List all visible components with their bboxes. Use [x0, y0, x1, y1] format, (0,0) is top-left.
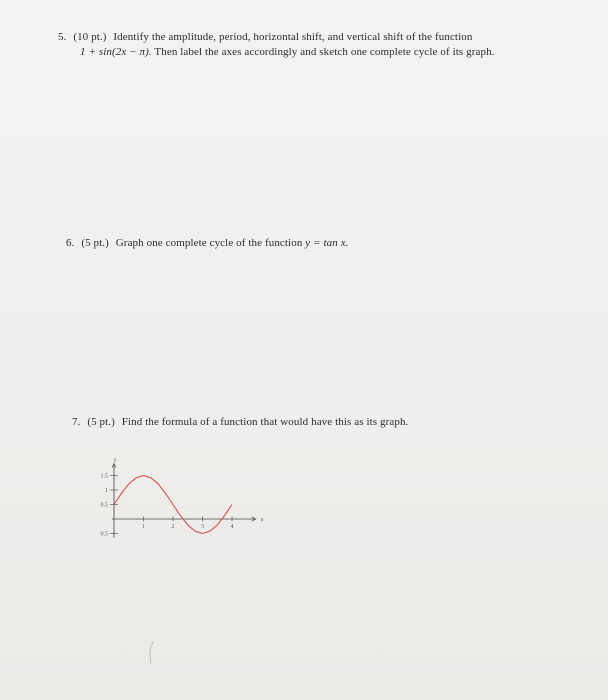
problem-5-text-b: Then label the axes accordingly and sketch one complete cycle of its graph.: [154, 46, 495, 58]
problem-7-graph: [88, 442, 268, 552]
y-tick-label: 1.5: [100, 473, 108, 480]
graph-svg: [88, 442, 268, 552]
y-axis-label: y: [113, 457, 117, 464]
problem-5: [58, 30, 578, 60]
problem-7: [72, 415, 552, 430]
y-tick-label: 1: [105, 488, 108, 494]
x-tick-label: 3: [201, 524, 204, 530]
problem-7-points: (5 pt.): [87, 416, 115, 428]
x-tick-label: 4: [230, 524, 234, 530]
x-tick-label: 2: [171, 524, 175, 530]
pencil-mark: [148, 640, 156, 664]
problem-7-number: 7.: [72, 416, 81, 428]
problem-6-formula: y = tan x.: [305, 237, 349, 249]
problem-5-formula: 1 + sin(2x − π).: [80, 46, 152, 58]
x-tick-label: 1: [142, 524, 145, 530]
problem-6-number: 6.: [66, 237, 75, 249]
problem-6-points: (5 pt.): [81, 237, 109, 249]
problem-5-points: (10 pt.): [73, 31, 107, 43]
x-axis-label: x: [260, 517, 264, 523]
problem-7-text-a: Find the formula of a function that would have this as its graph.: [121, 416, 409, 428]
y-tick-label: 0.5: [100, 502, 108, 509]
problem-5-text-a: Identify the amplitude, period, horizontal shift, and vertical shift of the function: [113, 31, 473, 43]
y-tick-label: 0.5: [100, 531, 108, 538]
problem-6-text-a: Graph one complete cycle of the function: [115, 237, 303, 249]
problem-5-number: 5.: [58, 31, 67, 43]
problem-6: [66, 236, 546, 251]
